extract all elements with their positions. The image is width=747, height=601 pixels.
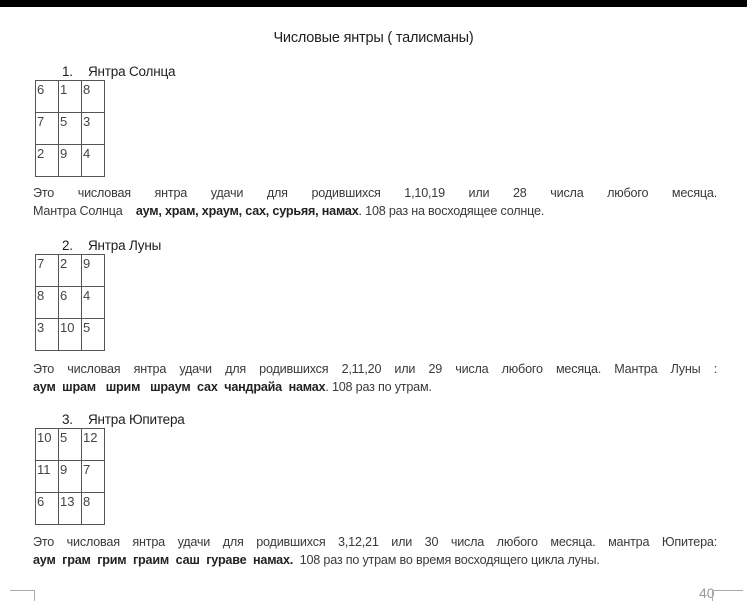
page-number: 40 [699, 585, 715, 601]
grid-cell: 4 [82, 145, 105, 177]
grid-cell: 9 [59, 145, 82, 177]
grid-cell: 6 [36, 493, 59, 525]
section-heading-moon [62, 238, 161, 253]
grid-cell: 5 [59, 113, 82, 145]
grid-cell: 7 [82, 461, 105, 493]
page-title: Числовые янтры ( талисманы) [273, 30, 474, 46]
grid-cell: 8 [82, 81, 105, 113]
grid-cell: 8 [82, 493, 105, 525]
section-description-jupiter [33, 533, 717, 569]
mantra-instructions: . 108 раз по утрам. [325, 380, 432, 394]
section-title: Янтра Солнца [88, 64, 176, 79]
mantra-label: Мантра Солнца [33, 204, 123, 218]
grid-cell: 8 [36, 287, 59, 319]
grid-cell: 4 [82, 287, 105, 319]
section-title: Янтра Юпитера [88, 412, 185, 427]
section-number: 2. [62, 238, 73, 253]
mantra-text: аум шрам шрим шраум сах чандрайа намах [33, 380, 326, 394]
grid-cell: 12 [82, 429, 105, 461]
grid-cell: 10 [36, 429, 59, 461]
grid-cell: 9 [82, 255, 105, 287]
grid-cell: 2 [59, 255, 82, 287]
grid-cell: 7 [36, 113, 59, 145]
grid-cell: 7 [36, 255, 59, 287]
mantra-instructions: 108 раз по утрам во время восходящего цикла луны. [293, 553, 600, 567]
mantra-instructions: . 108 раз на восходящее солнце. [358, 204, 545, 218]
grid-cell: 6 [36, 81, 59, 113]
grid-cell: 3 [36, 319, 59, 351]
section-number: 1. [62, 64, 73, 79]
section-heading-jupiter [62, 412, 185, 427]
grid-cell: 3 [82, 113, 105, 145]
page-corner-mark-right [712, 590, 743, 601]
mantra-text: аум грам грим граим саш гураве намах. [33, 553, 294, 567]
yantra-grid-moon [35, 254, 105, 351]
description-line: Это числовая янтра удачи для родившихся 3,12,21 или 30 числа любого месяца. мантра Юпитера: [33, 535, 717, 549]
yantra-grid-sun [35, 80, 105, 177]
grid-cell: 5 [59, 429, 82, 461]
grid-cell: 13 [59, 493, 82, 525]
grid-cell: 5 [82, 319, 105, 351]
section-description-sun [33, 184, 717, 220]
mantra-text: аум, храм, храум, сах, сурьяя, намах [135, 204, 359, 218]
grid-cell: 1 [59, 81, 82, 113]
grid-cell: 10 [59, 319, 82, 351]
grid-cell: 9 [59, 461, 82, 493]
section-number: 3. [62, 412, 73, 427]
section-description-moon [33, 360, 717, 396]
yantra-grid-jupiter [35, 428, 105, 525]
section-title: Янтра Луны [88, 238, 162, 253]
grid-cell: 2 [36, 145, 59, 177]
grid-cell: 6 [59, 287, 82, 319]
page-corner-mark-left [10, 590, 35, 601]
grid-cell: 11 [36, 461, 59, 493]
description-line: Это числовая янтра удачи для родившихся 1,10,19 или 28 числа любого месяца. [33, 186, 717, 200]
section-heading-sun [62, 64, 175, 79]
top-bar [0, 0, 747, 7]
description-line: Это числовая янтра удачи для родившихся 2,11,20 или 29 числа любого месяца. Мантра Луны : [33, 362, 717, 376]
